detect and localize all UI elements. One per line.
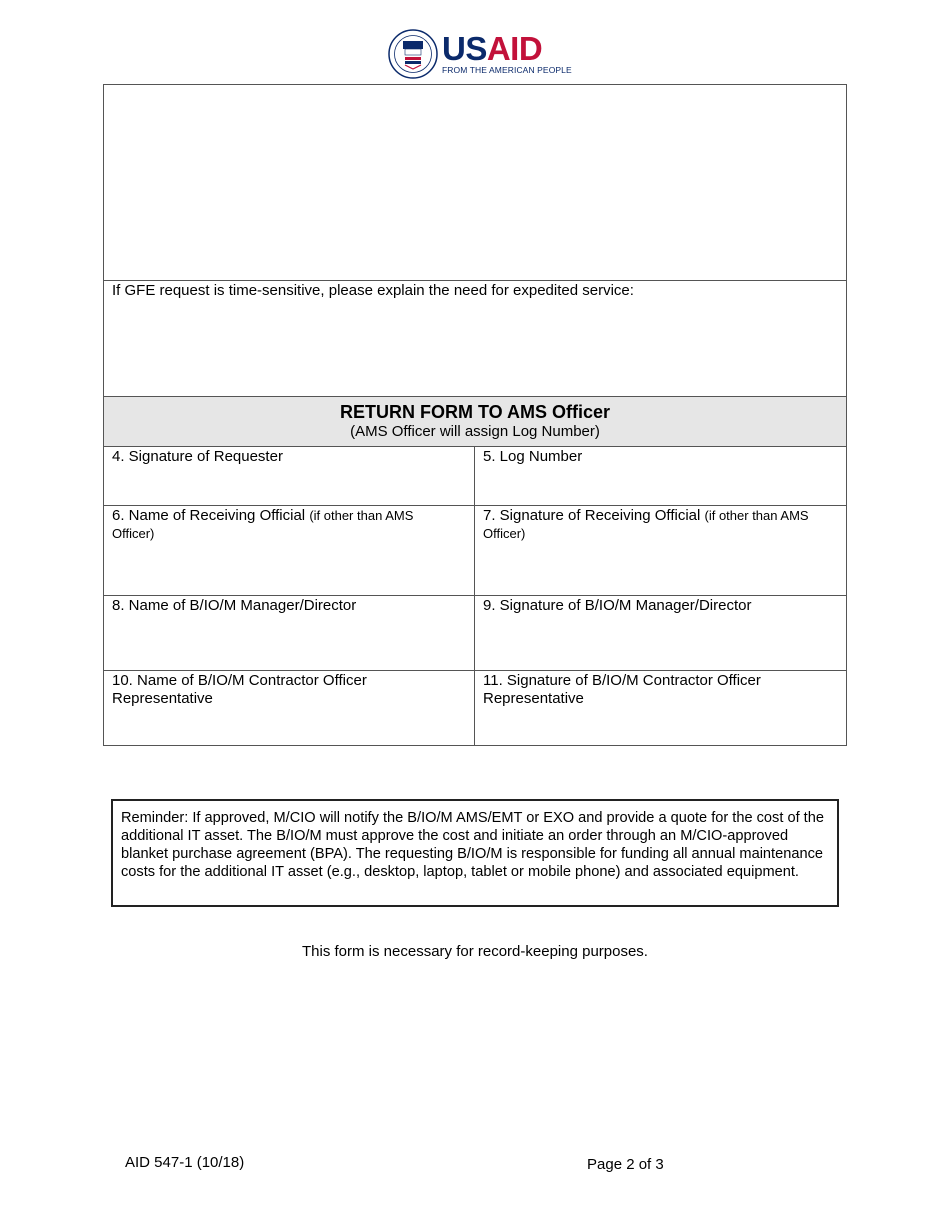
field-signature-receiving-official: 7. Signature of Receiving Official (if other than AMS Officer) [483,507,809,541]
record-keeping-note: This form is necessary for record-keeping purposes. [302,943,648,960]
usaid-logo [388,26,572,82]
form-id: AID 547-1 (10/18) [125,1154,245,1171]
column-divider [474,446,475,746]
divider [103,505,847,506]
divider [103,670,847,671]
divider [103,595,847,596]
field-signature-of-requester: 4. Signature of Requester [112,448,283,465]
divider [103,280,847,281]
field-name-receiving-official: 6. Name of Receiving Official (if other than AMS Officer) [112,507,414,541]
field-signature-manager-director: 9. Signature of B/IO/M Manager/Director [483,597,752,614]
reminder-box: Reminder: If approved, M/CIO will notify the B/IO/M AMS/EMT or EXO and provide a quote for the cost of the additional IT asset. The B/IO/M must approve the cost and initiate an order through an M/CIO-approved blanket purchase agreement (BPA). The requesting B/IO/M is responsible for funding all annual maintenance costs for the additional IT asset (e.g., desktop, laptop, tablet or mobile phone) and associated equipment. [111,799,839,907]
field-name-manager-director: 8. Name of B/IO/M Manager/Director [112,597,357,614]
usaid-seal-icon [388,29,438,79]
expedite-label: If GFE request is time-sensitive, please explain the need for expedited service: [112,282,634,299]
return-form-subtitle: (AMS Officer will assign Log Number) [350,423,600,440]
field-signature-cor: 11. Signature of B/IO/M Contractor Officer Representative [483,672,761,707]
page-number: Page 2 of 3 [587,1156,664,1173]
logo-tagline: FROM THE AMERICAN PEOPLE [442,64,572,75]
field-log-number: 5. Log Number [483,448,583,465]
return-form-title: RETURN FORM TO AMS Officer [339,402,610,422]
logo-wordmark: USAID [442,29,543,67]
divider [103,446,847,447]
field-name-cor: 10. Name of B/IO/M Contractor Officer Representative [112,672,367,707]
